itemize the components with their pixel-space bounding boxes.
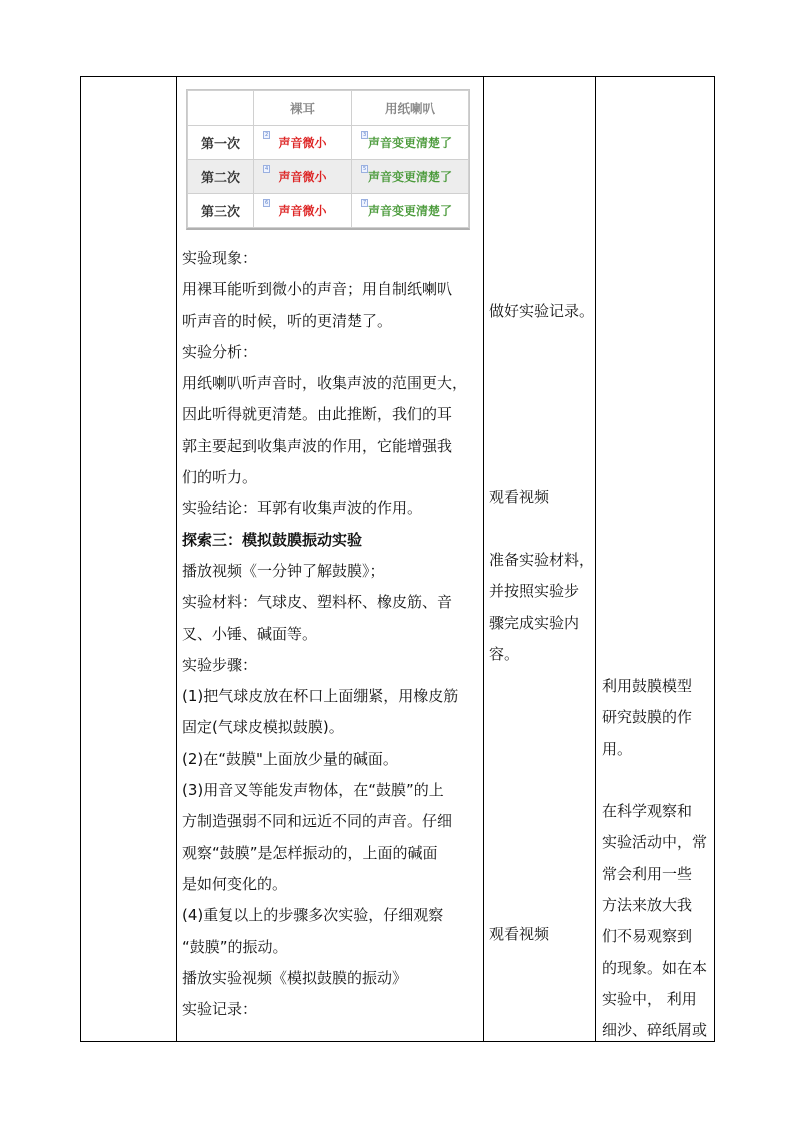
spacer-line	[602, 765, 714, 796]
row-label: 第三次	[188, 194, 254, 228]
section-heading: 探索三：模拟鼓膜振动实验	[182, 530, 363, 549]
bare-ear-cell	[254, 194, 352, 228]
text-line: 观看视频	[489, 925, 550, 943]
paper-horn-cell	[352, 160, 469, 194]
text-line: 常会利用一些	[602, 864, 693, 883]
text-line: 在科学观察和	[602, 802, 693, 821]
text-line: 实验结论：耳郭有收集声波的作用。	[182, 499, 423, 518]
text-line: (4)重复以上的步骤多次实验，仔细观察	[182, 906, 444, 925]
text-line: 实验中， 利用	[602, 989, 697, 1008]
text-line: 实验材料：气球皮、塑料杯、橡皮筋、音	[182, 593, 453, 612]
header-paper-horn: 用纸喇叭	[352, 91, 469, 126]
student-watch-video	[489, 482, 607, 513]
header-empty	[188, 91, 254, 126]
text-line: 播放实验视频《模拟鼓膜的振动》	[182, 968, 408, 987]
table-row	[188, 160, 469, 194]
bare-ear-result: 声音微小	[278, 204, 327, 218]
image-marker: 2	[265, 132, 269, 138]
text-line: 实验分析：	[182, 342, 258, 361]
text-line: 实验现象：	[182, 249, 258, 267]
text-line: 们的听力。	[182, 468, 258, 487]
text-line: 实验步骤：	[182, 655, 258, 674]
table-row	[188, 194, 469, 228]
text-line: 观看视频	[489, 488, 550, 506]
text-line: 用。	[602, 739, 633, 758]
text-line: 播放视频《一分钟了解鼓膜》；	[182, 561, 385, 580]
text-line: 方法来放大我	[602, 896, 693, 915]
text-line: (3)用音叉等能发声物体，在“鼓膜”的上	[182, 781, 444, 800]
text-line: 实验记录：	[182, 1000, 258, 1019]
text-line: 骤完成实验内	[489, 613, 580, 632]
teacher-activity	[182, 243, 478, 1025]
text-line: (1)把气球皮放在杯口上面绷紧，用橡皮筋	[182, 687, 459, 706]
text-line: 实验活动中，常	[602, 833, 708, 852]
text-line: 准备实验材料，	[489, 551, 595, 569]
text-line: 方制造强弱不同和远近不同的声音。仔细	[182, 812, 453, 831]
text-line: 固定(气球皮模拟鼓膜)。	[182, 718, 344, 737]
paper-horn-cell	[352, 126, 469, 160]
student-prepare	[489, 545, 607, 670]
paper-horn-result: 声音变更清楚了	[367, 136, 452, 150]
row-label: 第一次	[188, 126, 254, 160]
image-marker: 4	[265, 166, 269, 172]
text-line: 用裸耳能听到微小的声音；用自制纸喇叭	[182, 280, 453, 299]
text-line: 细沙、碎纸屑或	[602, 1021, 708, 1040]
text-line: 因此听得就更清楚。由此推断，我们的耳	[182, 405, 453, 424]
experiment-record-table	[186, 89, 470, 230]
row-label: 第二次	[188, 160, 254, 194]
image-marker: 6	[265, 200, 269, 206]
design-intent	[602, 671, 714, 1047]
table-row	[188, 126, 469, 160]
bare-ear-cell	[254, 126, 352, 160]
student-watch-video-2	[489, 919, 607, 950]
text-line: 郭主要起到收集声波的作用，它能增强我	[182, 436, 453, 455]
image-marker: 7	[363, 200, 367, 206]
bare-ear-result: 声音微小	[278, 136, 327, 150]
bare-ear-result: 声音微小	[278, 170, 327, 184]
text-line: 做好实验记录。	[489, 302, 595, 320]
paper-horn-result: 声音变更清楚了	[367, 170, 452, 184]
text-line: 并按照实验步	[489, 582, 580, 601]
paper-horn-result: 声音变更清楚了	[367, 204, 452, 218]
text-line: 观察“鼓膜”是怎样振动的，上面的碱面	[182, 843, 438, 862]
header-bare-ear: 裸耳	[254, 91, 352, 126]
image-marker: 5	[363, 166, 367, 172]
text-line: 利用鼓膜模型	[602, 677, 693, 695]
image-marker: 3	[363, 132, 367, 138]
text-line: 研究鼓膜的作	[602, 708, 693, 727]
text-line: 叉、小锤、碱面等。	[182, 624, 318, 643]
text-line: 容。	[489, 644, 520, 663]
column-divider	[176, 77, 177, 1041]
column-divider	[483, 77, 484, 1041]
paper-horn-cell	[352, 194, 469, 228]
text-line: 的现象。如在本	[602, 958, 708, 977]
text-line: 们不易观察到	[602, 927, 693, 946]
text-line: 听声音的时候，听的更清楚了。	[182, 311, 393, 330]
text-line: “鼓膜”的振动。	[182, 937, 288, 956]
text-line: 用纸喇叭听声音时，收集声波的范围更大，	[182, 374, 468, 393]
text-line: (2)在“鼓膜"上面放少量的碱面。	[182, 749, 398, 768]
bare-ear-cell	[254, 160, 352, 194]
student-record-note	[489, 296, 607, 327]
text-line: 是如何变化的。	[182, 874, 288, 893]
